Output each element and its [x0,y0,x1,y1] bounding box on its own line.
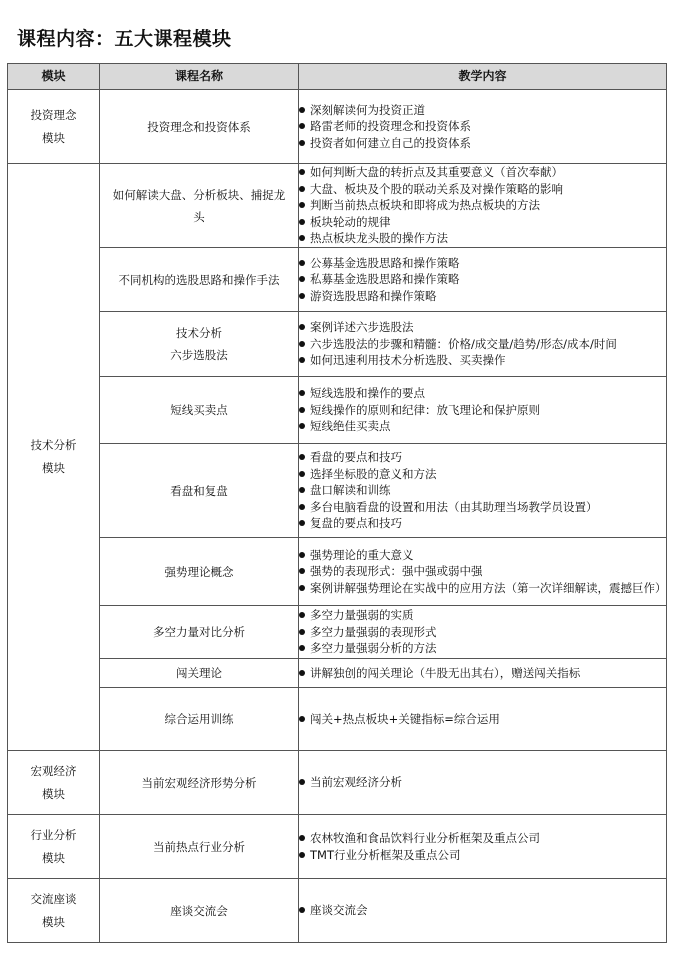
course-name-line: 头 [193,209,205,224]
curriculum-table [7,63,667,943]
module-name-line: 模块 [42,786,65,801]
content-list-item: 农林牧渔和食品饮料行业分析框架及重点公司 [299,830,666,847]
content-list-item: 强势理论的重大意义 [299,547,666,564]
module-name-line: 行业分析 [30,827,77,842]
content-cell [299,659,667,688]
module-name-line: 模块 [42,461,65,475]
table-row [8,659,667,688]
table-row [8,90,667,164]
content-list-item: 深刻解读何为投资正道 [299,102,666,119]
course-cell [100,606,299,659]
module-name-line: 宏观经济 [30,763,77,778]
content-cell [299,164,667,248]
content-list-item: 投资者如何建立自己的投资体系 [299,135,666,152]
content-list-item: 公募基金选股思路和操作策略 [299,255,666,272]
content-cell [299,444,667,538]
content-list-item: 案例讲解强势理论在实战中的应用方法（第一次详细解读，震撼巨作） [299,580,666,597]
content-list [299,255,666,305]
content-list-item: 判断当前热点板块和即将成为热点板块的方法 [299,197,666,214]
course-name-line: 看盘和复盘 [170,483,228,498]
course-name-line: 六步选股法 [170,348,228,362]
header-course: 课程名称 [100,64,299,90]
content-cell [299,377,667,444]
module-cell [8,90,100,164]
content-list-item: 选择坐标股的意义和方法 [299,466,666,483]
course-name-line: 如何解读大盘、分析板块、捕捉龙 [112,187,286,202]
content-list-item: 多空力量强弱的表现形式 [299,624,666,641]
content-list-item: TMT行业分析框架及重点公司 [299,847,666,864]
course-cell [100,90,299,164]
content-cell [299,248,667,312]
course-cell [100,164,299,248]
course-cell [100,248,299,312]
content-list-item: 板块轮动的规律 [299,214,666,231]
course-cell [100,751,299,815]
content-list-item: 讲解独创的闯关理论（牛股无出其右），赠送闯关指标 [299,665,666,682]
content-list-item: 大盘、板块及个股的联动关系及对操作策略的影响 [299,181,666,198]
content-list-item: 短线选股和操作的要点 [299,385,666,402]
content-list [299,102,666,152]
table-row [8,444,667,538]
content-list-item: 多台电脑看盘的设置和用法（由其助理当场教学员设置） [299,499,666,516]
content-cell [299,879,667,943]
module-name-line: 模块 [42,850,65,865]
content-list [299,902,666,919]
content-cell [299,538,667,606]
content-list-item: 短线操作的原则和纪律：放飞理论和保护原则 [299,402,666,419]
table-row [8,312,667,377]
content-list-item: 看盘的要点和技巧 [299,449,666,466]
module-cell [8,164,100,751]
content-cell [299,90,667,164]
content-cell [299,751,667,815]
content-list [299,830,666,863]
module-name-line: 投资理念 [30,107,77,122]
course-name-line: 闯关理论 [176,666,222,680]
table-header-row [8,64,667,90]
content-list [299,547,666,597]
content-list-item: 多空力量强弱分析的方法 [299,640,666,657]
course-name-line: 不同机构的选股思路和操作手法 [118,272,280,287]
content-list-item: 当前宏观经济分析 [299,774,666,791]
course-name-line: 综合运用训练 [164,712,234,726]
content-list [299,449,666,532]
course-cell [100,688,299,751]
course-cell [100,444,299,538]
content-list [299,607,666,657]
content-list [299,319,666,369]
course-name-line: 多空力量对比分析 [153,625,245,639]
header-content: 教学内容 [299,64,667,90]
content-list [299,164,666,247]
table-row [8,377,667,444]
content-list-item: 盘口解读和训练 [299,482,666,499]
course-name-line: 座谈交流会 [170,903,228,918]
content-cell [299,688,667,751]
table-row [8,538,667,606]
module-cell [8,879,100,943]
content-list-item: 闯关+热点板块+关键指标=综合运用 [299,711,666,728]
table-row [8,248,667,312]
content-list-item: 强势的表现形式：强中强或弱中强 [299,563,666,580]
course-name-line: 当前宏观经济形势分析 [141,775,257,790]
content-list-item: 私募基金选股思路和操作策略 [299,271,666,288]
module-cell [8,815,100,879]
page-title: 课程内容：五大课程模块 [17,28,232,50]
table-body [8,90,667,943]
header-module: 模块 [8,64,100,90]
table-row [8,688,667,751]
module-name-line: 模块 [42,130,65,145]
content-list-item: 多空力量强弱的实质 [299,607,666,624]
content-list-item: 复盘的要点和技巧 [299,515,666,532]
course-name-line: 当前热点行业分析 [153,839,245,854]
module-name-line: 技术分析 [30,438,77,452]
table-row [8,164,667,248]
table-row [8,751,667,815]
content-cell [299,815,667,879]
content-cell [299,606,667,659]
course-cell [100,312,299,377]
module-name-line: 交流座谈 [30,891,77,906]
content-list [299,665,666,682]
course-cell [100,879,299,943]
content-list [299,385,666,435]
content-list-item: 路雷老师的投资理念和投资体系 [299,118,666,135]
course-cell [100,659,299,688]
module-name-line: 模块 [42,914,65,929]
content-list-item: 游资选股思路和操作策略 [299,288,666,305]
content-list-item: 热点板块龙头股的操作方法 [299,230,666,247]
module-cell [8,751,100,815]
course-cell [100,377,299,444]
content-list [299,711,666,728]
table-row [8,606,667,659]
content-cell [299,312,667,377]
content-list-item: 如何迅速利用技术分析选股、买卖操作 [299,352,666,369]
course-cell [100,815,299,879]
course-name-line: 强势理论概念 [164,564,234,579]
course-name-line: 技术分析 [176,326,222,340]
content-list-item: 短线绝佳买卖点 [299,418,666,435]
content-list-item: 六步选股法的步骤和精髓：价格/成交量/趋势/形态/成本/时间 [299,336,666,353]
course-name-line: 短线买卖点 [170,403,228,417]
content-list [299,774,666,791]
table-row [8,815,667,879]
course-name-line: 投资理念和投资体系 [147,119,251,134]
content-list-item: 座谈交流会 [299,902,666,919]
course-cell [100,538,299,606]
table-row [8,879,667,943]
content-list-item: 如何判断大盘的转折点及其重要意义（首次奉献） [299,164,666,181]
content-list-item: 案例详述六步选股法 [299,319,666,336]
